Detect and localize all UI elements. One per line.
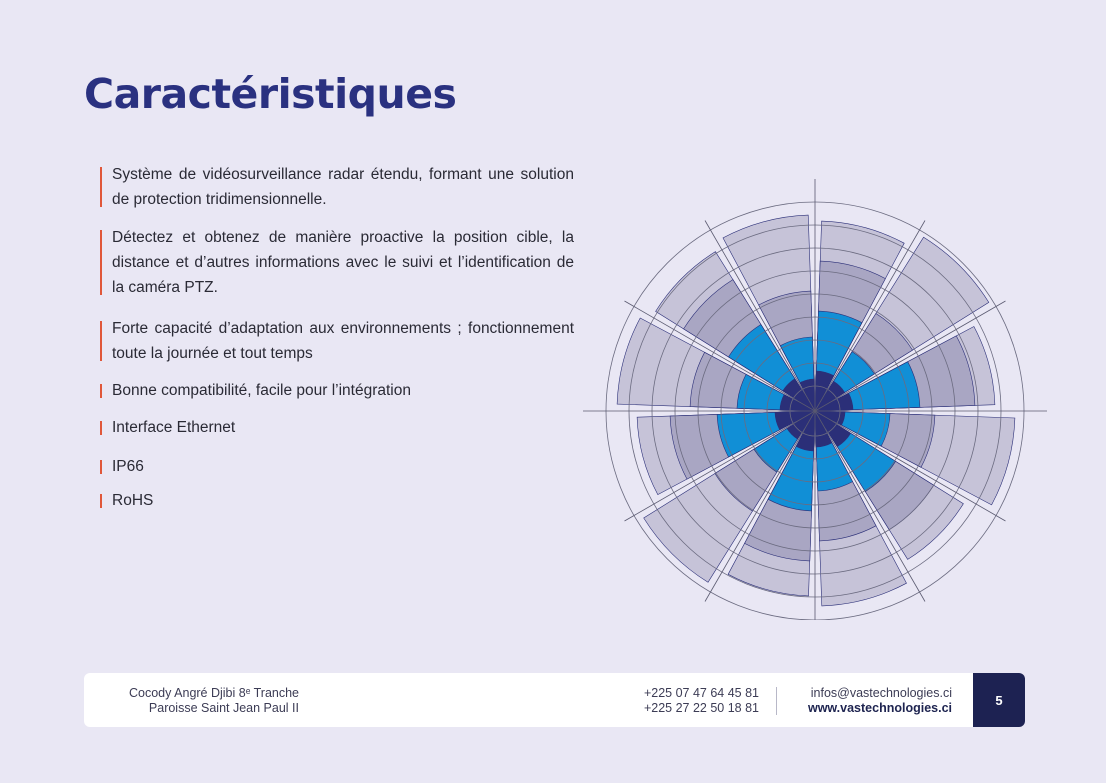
feature-item: Interface Ethernet bbox=[100, 415, 574, 440]
feature-item: Système de vidéosurveillance radar étendu, formant une solution de protection tridimensionnelle. bbox=[100, 162, 574, 212]
phone-1: +225 07 47 64 45 81 bbox=[643, 686, 759, 700]
page-title: Caractéristiques bbox=[84, 70, 457, 118]
phone-2: +225 27 22 50 18 81 bbox=[643, 701, 759, 715]
footer-phones bbox=[624, 686, 759, 716]
feature-item: Forte capacité d’adaptation aux environnements ; fonctionnement toute la journée et tout temps bbox=[100, 316, 574, 366]
website-link[interactable]: www.vastechnologies.ci bbox=[807, 701, 952, 715]
footer bbox=[84, 673, 1025, 727]
footer-contact bbox=[790, 686, 952, 716]
feature-item: IP66 bbox=[100, 454, 574, 479]
feature-item: Détectez et obtenez de manière proactive la position cible, la distance et d’autres informations avec le suivi et l’identification de la caméra PTZ. bbox=[100, 225, 574, 300]
address-line-2: Paroisse Saint Jean Paul II bbox=[148, 701, 299, 715]
radar-illustration bbox=[580, 178, 1050, 620]
email-link[interactable]: infos@vastechnologies.ci bbox=[810, 686, 952, 700]
feature-item: RoHS bbox=[100, 488, 574, 513]
footer-divider bbox=[776, 687, 777, 715]
page-number-badge: 5 bbox=[973, 673, 1025, 727]
footer-address bbox=[104, 686, 299, 716]
address-line-1: Cocody Angré Djibi 8ᵉ Tranche bbox=[128, 686, 299, 700]
feature-item: Bonne compatibilité, facile pour l’intégration bbox=[100, 378, 574, 403]
